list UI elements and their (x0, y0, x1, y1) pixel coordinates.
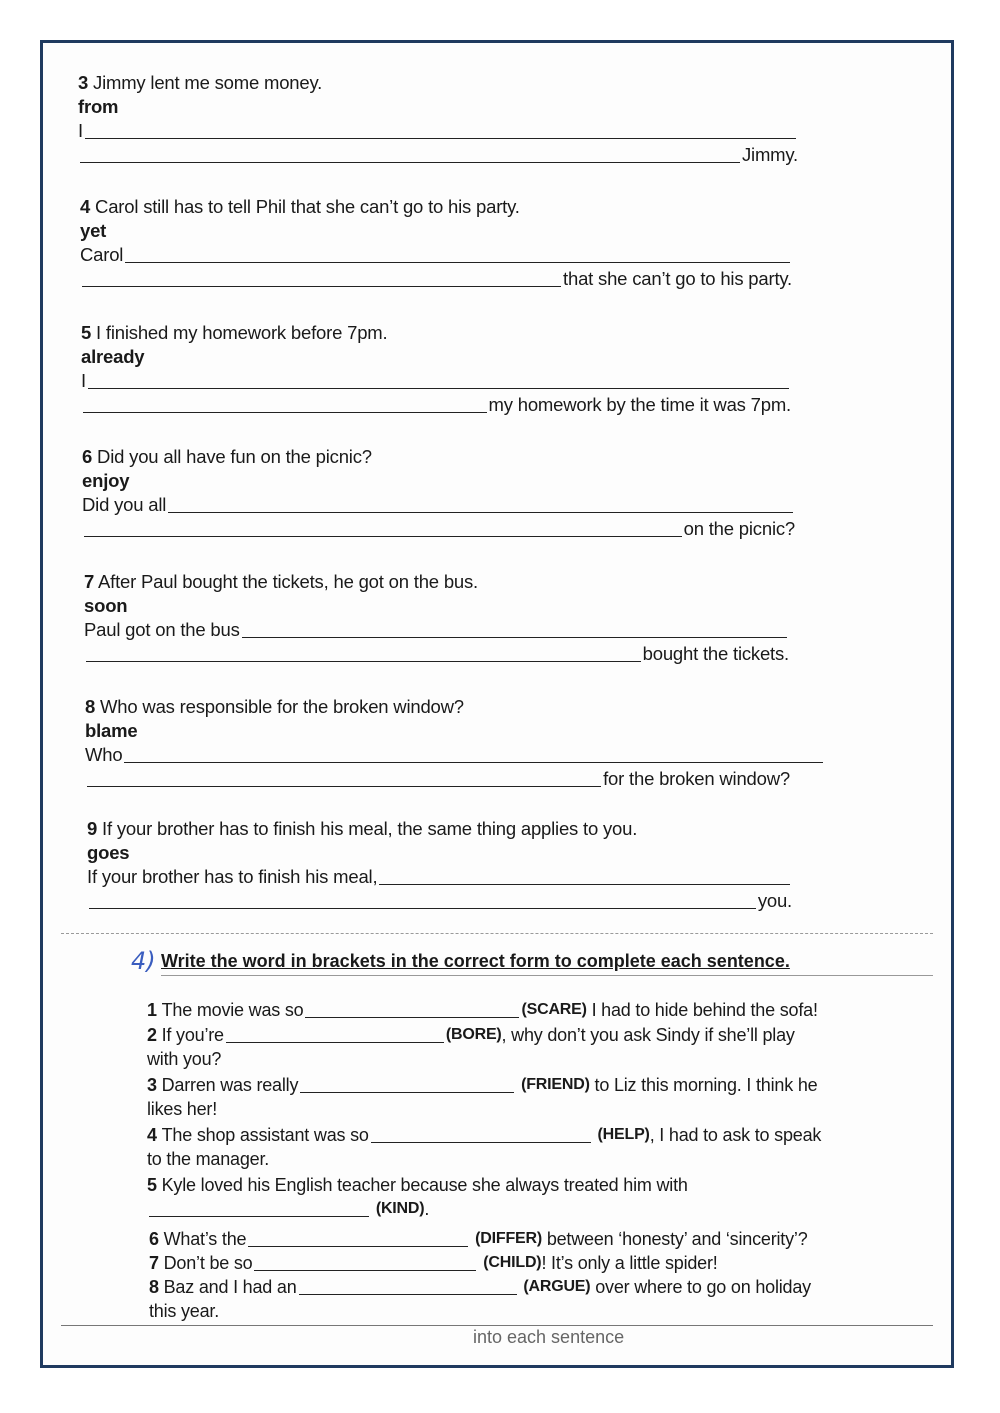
item-prompt: Jimmy lent me some money. (93, 72, 323, 93)
item-4 (80, 195, 792, 291)
sentence-number: 8 (149, 1277, 159, 1297)
sentence-text: I had to hide behind the sofa! (591, 1000, 818, 1020)
sentence-continuation: with you? (147, 1049, 222, 1069)
answer-start: I (81, 370, 86, 391)
handwritten-section-number: 4) (131, 947, 156, 975)
answer-blank[interactable] (149, 1200, 369, 1217)
item-9 (87, 817, 792, 913)
sentence-text: The movie was so (161, 1000, 304, 1020)
item-keyword: soon (84, 595, 128, 616)
item-keyword: from (78, 96, 119, 117)
sentence-number: 3 (147, 1075, 157, 1095)
answer-start: Paul got on the bus (84, 619, 240, 640)
answer-blank[interactable] (86, 645, 641, 662)
bracket-word: (SCARE) (521, 1001, 587, 1018)
sentence-8 (149, 1275, 811, 1323)
item-prompt: I finished my homework before 7pm. (96, 322, 388, 343)
item-keyword: already (81, 346, 145, 367)
bracket-word: (ARGUE) (523, 1278, 591, 1295)
bracket-word: (BORE) (445, 1026, 502, 1043)
bracket-word: (CHILD) (483, 1254, 542, 1271)
answer-blank[interactable] (242, 621, 787, 638)
sentence-text: between ‘honesty’ and ‘sincerity’? (546, 1229, 808, 1249)
item-number: 8 (85, 696, 96, 717)
answer-start: Did you all (82, 494, 167, 515)
answer-blank[interactable] (89, 892, 756, 909)
answer-blank[interactable] (305, 1001, 519, 1018)
cut-off-text: into each sentence (473, 1327, 625, 1347)
answer-blank[interactable] (379, 868, 790, 885)
item-number: 7 (84, 571, 95, 592)
sentence-text: , why don’t you ask Sindy if she’ll play (501, 1025, 795, 1045)
item-8 (85, 695, 825, 791)
title-rule (161, 975, 933, 976)
item-number: 4 (80, 196, 91, 217)
sentence-text: ! It’s only a little spider! (541, 1253, 718, 1273)
item-number: 6 (82, 446, 93, 467)
section-title: Write the word in brackets in the correct form to complete each sentence. (161, 951, 790, 971)
item-3 (78, 71, 798, 167)
sentence-text: Don’t be so (163, 1253, 253, 1273)
sentence-text: The shop assistant was so (161, 1125, 369, 1145)
sentence-text: , I had to ask to speak (649, 1125, 822, 1145)
answer-end: Jimmy. (742, 144, 798, 165)
sentence-text: over where to go on holiday (595, 1277, 811, 1297)
answer-blank[interactable] (88, 372, 789, 389)
sentence-number: 6 (149, 1229, 159, 1249)
answer-blank[interactable] (83, 396, 487, 413)
sentence-text: If you’re (161, 1025, 224, 1045)
sentence-text: . (424, 1199, 430, 1219)
sentence-1 (147, 998, 818, 1022)
section-divider (61, 933, 933, 934)
answer-blank[interactable] (254, 1254, 476, 1271)
answer-blank[interactable] (248, 1230, 468, 1247)
answer-blank[interactable] (80, 146, 740, 163)
answer-blank[interactable] (300, 1076, 514, 1093)
bottom-rule (61, 1325, 933, 1326)
sentence-text: to Liz this morning. I think he (594, 1075, 818, 1095)
answer-blank[interactable] (85, 122, 796, 139)
sentence-number: 7 (149, 1253, 159, 1273)
item-7 (84, 570, 789, 666)
answer-blank[interactable] (84, 520, 682, 537)
answer-blank[interactable] (87, 770, 601, 787)
answer-blank[interactable] (125, 246, 790, 263)
answer-blank[interactable] (299, 1278, 517, 1295)
sentence-number: 2 (147, 1025, 157, 1045)
answer-blank[interactable] (124, 746, 823, 763)
sentence-3 (147, 1073, 817, 1121)
sentence-continuation: likes her! (147, 1099, 218, 1119)
item-keyword: blame (85, 720, 138, 741)
answer-blank[interactable] (226, 1026, 444, 1043)
answer-end: on the picnic? (683, 518, 795, 539)
sentence-2 (147, 1023, 795, 1071)
bracket-word: (KIND) (375, 1200, 425, 1217)
sentence-6 (149, 1227, 808, 1251)
bracket-word: (FRIEND) (521, 1076, 590, 1093)
bracket-word: (HELP) (597, 1126, 650, 1143)
item-number: 5 (81, 322, 92, 343)
sentence-number: 1 (147, 1000, 157, 1020)
sentence-5 (147, 1173, 688, 1221)
answer-blank[interactable] (168, 496, 793, 513)
answer-end: that she can’t go to his party. (563, 268, 792, 289)
sentence-continuation: this year. (149, 1301, 220, 1321)
answer-start: If your brother has to finish his meal, (87, 866, 378, 887)
item-5 (81, 321, 791, 417)
sentence-text: What’s the (163, 1229, 247, 1249)
item-6 (82, 445, 795, 541)
item-number: 9 (87, 818, 98, 839)
answer-start: I (78, 120, 83, 141)
answer-end: for the broken window? (603, 768, 790, 789)
item-prompt: Who was responsible for the broken window? (100, 696, 464, 717)
item-keyword: enjoy (82, 470, 130, 491)
worksheet-frame (40, 40, 954, 1368)
sentence-text: Baz and I had an (163, 1277, 297, 1297)
sentence-7 (149, 1251, 718, 1275)
answer-end: bought the tickets. (642, 643, 789, 664)
sentence-continuation: to the manager. (147, 1149, 270, 1169)
answer-start: Who (85, 744, 123, 765)
sentence-text: Kyle loved his English teacher because she always treated him with (161, 1175, 688, 1195)
item-prompt: After Paul bought the tickets, he got on the bus. (98, 571, 478, 592)
item-number: 3 (78, 72, 89, 93)
answer-blank[interactable] (82, 270, 561, 287)
answer-start: Carol (80, 244, 124, 265)
sentence-number: 4 (147, 1125, 157, 1145)
item-prompt: If your brother has to finish his meal, the same thing applies to you. (102, 818, 638, 839)
item-prompt: Carol still has to tell Phil that she can’t go to his party. (95, 196, 520, 217)
bracket-word: (DIFFER) (475, 1230, 542, 1247)
sentence-4 (147, 1123, 821, 1171)
sentence-text: Darren was really (161, 1075, 299, 1095)
item-prompt: Did you all have fun on the picnic? (97, 446, 372, 467)
answer-end: you. (757, 890, 792, 911)
answer-end: my homework by the time it was 7pm. (488, 394, 791, 415)
sentence-number: 5 (147, 1175, 157, 1195)
item-keyword: goes (87, 842, 130, 863)
answer-blank[interactable] (371, 1126, 591, 1143)
item-keyword: yet (80, 220, 107, 241)
